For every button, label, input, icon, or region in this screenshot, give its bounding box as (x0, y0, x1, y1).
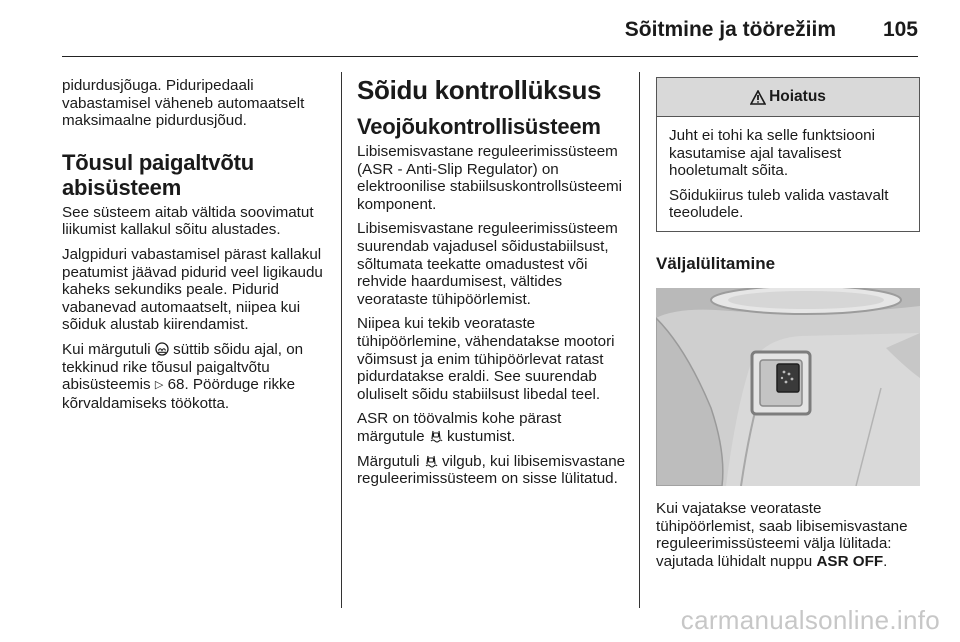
warning-paragraph-1: Juht ei tohi ka selle funktsiooni kasutamise ajal tavalisest hooletumalt sõita. (669, 127, 875, 180)
heading-traction-control: Veojõukontrollisüsteem (357, 114, 601, 139)
paragraph-hsa-purpose: See süsteem aitab vältida soovimatut liikumist kallakul sõitu alustades. (62, 203, 314, 239)
warning-box (656, 77, 920, 232)
warning-body (657, 117, 919, 231)
page-reference-arrow-icon: ▷ (154, 379, 164, 392)
paragraph-brake-force: pidurdusjõuga. Piduripedaali vabastamisel väheneb automaatselt maksimaalne pidurdusjõud. (62, 77, 305, 130)
paragraph-asr-operation: Niipea kui tekib veorataste tühipöörlemine, vähendatakse mootori võimsust ja enim tühipöörlevat ratast pidurdatakse eraldi. See suurendab oluliselt sõidu stabiilsust libedal teel. (357, 315, 615, 403)
paragraph-asr-intro: Libisemisvastane reguleerimissüsteem (ASR - Anti-Slip Regulator) on elektroonilise stabiilsuskontrollsüsteemi komponent. (357, 143, 623, 213)
warning-header (657, 78, 919, 117)
paragraph-asr-function: Libisemisvastane reguleerimissüsteem suurendab vajadusel sõidustabiilsust, sõltumata teekatte omadustest või rehvide haardumisest, vältides veorataste tühipöörlemist. (357, 220, 618, 308)
column-right (656, 77, 920, 577)
asr-off-button-label: ASR OFF (816, 552, 884, 570)
paragraph-hsa-fault: Kui märgutuli süttib sõidu ajal, on tekkinud rike tõusul paigaltvõtu abisüsteemis ▷ 68. Pöörduge rikke kõrvaldamiseks töökotta. (62, 340, 304, 412)
esc-warning-lamp-icon (155, 342, 169, 356)
warning-title: Hoiatus (769, 88, 826, 106)
warning-triangle-icon (750, 90, 766, 105)
page-header (62, 0, 918, 57)
paragraph-asr-off: Kui vajatakse veorataste tühipöörlemist, saab libisemisvastane reguleerimissüsteemi välja lülitada: vajutada lühidalt nuppu ASR OFF. (656, 499, 908, 570)
heading-drive-control: Sõidu kontrollüksus (357, 75, 602, 105)
column-middle (357, 76, 627, 495)
traction-control-lamp-icon (429, 429, 443, 443)
paragraph-hsa-operation: Jalgpiduri vabastamisel pärast kallakul peatumist jäävad pidurid veel ligikaudu kaheks sekundiks peale. Pidurid vabanevad automaatselt, niipea kui sõiduk alustab kiirendamist. (62, 245, 323, 334)
page-number: 105 (882, 18, 918, 41)
chapter-title: Sõitmine ja töörežiim (624, 18, 836, 41)
traction-control-lamp-icon (424, 454, 438, 468)
paragraph-asr-ready: ASR on töövalmis kohe pärast märgutule kustumist. (357, 410, 562, 445)
column-left (62, 77, 330, 419)
page-reference[interactable]: 68 (167, 376, 185, 394)
warning-paragraph-2: Sõidukiirus tuleb valida vastavalt teeoludele. (669, 186, 889, 222)
heading-hill-start-assist: Tõusul paigaltvõtu abisüsteem (62, 149, 254, 200)
column-divider-left (341, 72, 342, 608)
watermark: carmanualsonline.info (680, 605, 940, 635)
heading-switching-off: Väljalülitamine (656, 253, 776, 273)
asr-off-button-photo (656, 288, 920, 486)
column-divider-right (639, 72, 640, 608)
paragraph-asr-blink: Märgutuli vilgub, kui libisemisvastane reguleerimissüsteem on sisse lülitatud. (357, 452, 626, 488)
